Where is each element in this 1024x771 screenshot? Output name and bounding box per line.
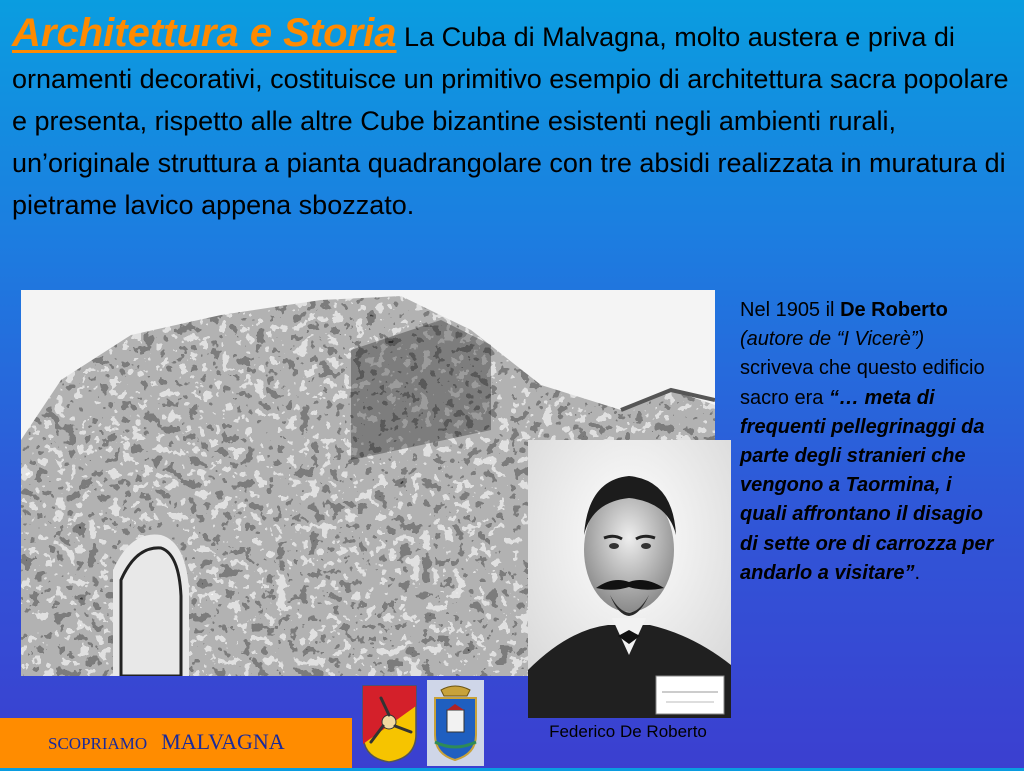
footer-small-text: SCOPRIAMO bbox=[48, 734, 148, 753]
portrait-caption: Federico De Roberto bbox=[549, 722, 707, 741]
malvagna-crest-icon bbox=[427, 680, 484, 766]
quote-verb: scriveva che questo edificio sacro era bbox=[740, 357, 985, 409]
footer-label bbox=[48, 729, 285, 755]
footer-big-text: MALVAGNA bbox=[161, 729, 285, 754]
quote-work: (autore de “I Vicerè”) bbox=[740, 328, 925, 351]
quote-paragraph bbox=[740, 296, 1002, 588]
sicily-emblem-icon bbox=[361, 684, 418, 764]
slide-title: Architettura e Storia bbox=[12, 11, 397, 55]
intro-text: La Cuba di Malvagna, molto austera e priva di ornamenti decorativi, costituisce un primitivo esempio di architettura sacra popolare e presenta, rispetto alle altre Cube bizantine esistenti negli ambienti rurali, un’originale struttura a pianta quadrangolare con tre absidi realizzata in muratura di pietrame lavico appena sbozzato. bbox=[12, 22, 1009, 220]
quote-lead: Nel 1905 il bbox=[740, 299, 841, 321]
intro-paragraph bbox=[12, 12, 1012, 226]
quote-author: De Roberto bbox=[840, 299, 948, 321]
quote-citation: “… meta di frequenti pellegrinaggi da parte degli stranieri che vengono a Taormina, i quali affrontano il disagio di sette ore di carrozza per andarlo a visitare” bbox=[740, 386, 994, 584]
quote-end: . bbox=[914, 561, 921, 584]
de-roberto-portrait bbox=[528, 440, 731, 718]
portrait-drawing bbox=[528, 440, 731, 718]
